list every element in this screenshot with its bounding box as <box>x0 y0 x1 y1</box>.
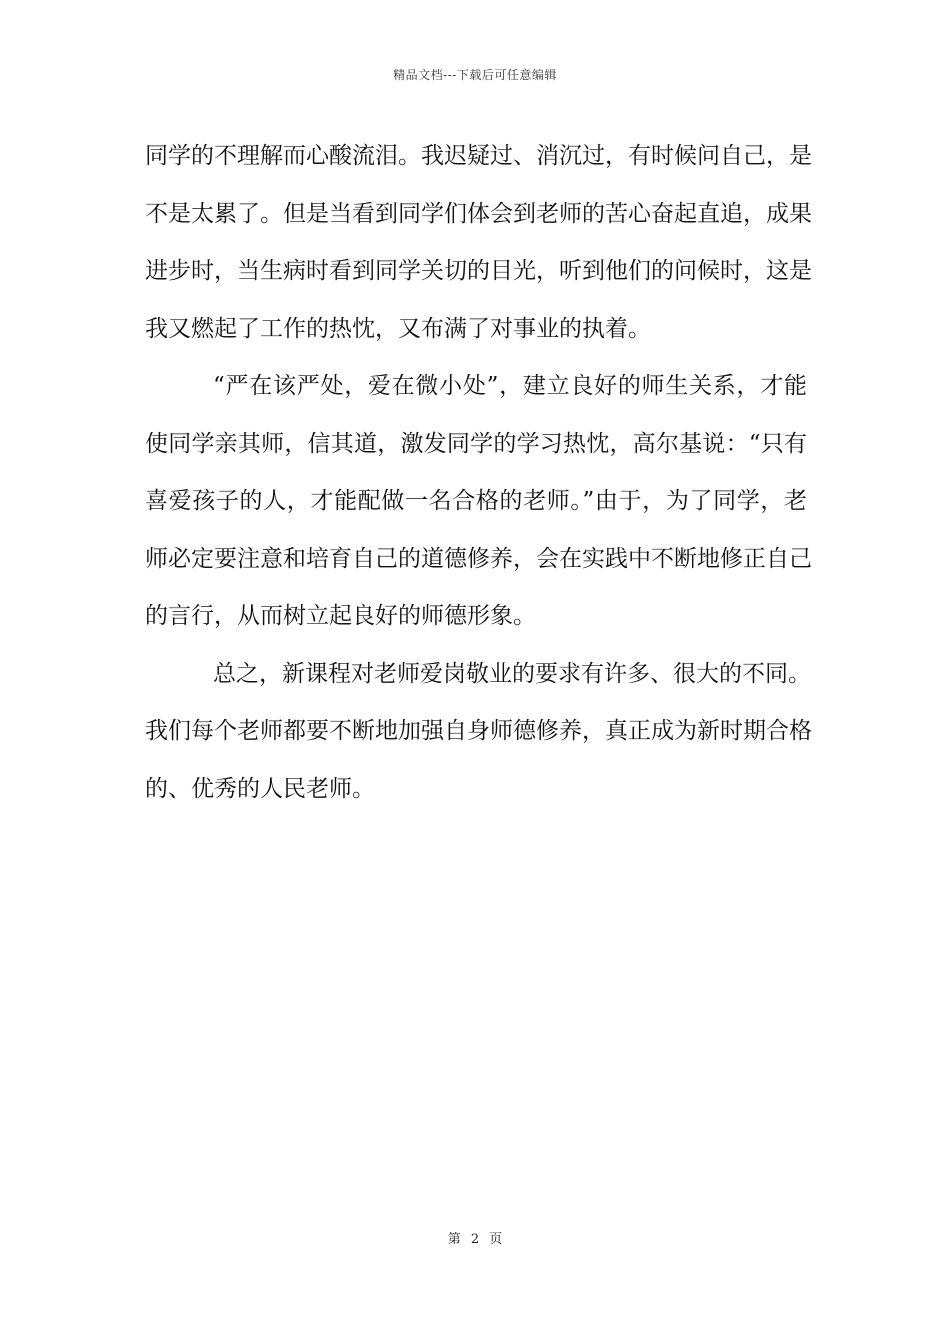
text-line: 的言行，从而树立起良好的师德形象。 <box>145 603 536 629</box>
text-line: 不是太累了。但是当看到同学们体会到老师的苦心奋起直追，成果 <box>145 200 812 227</box>
page-label-prefix: 第 <box>447 1232 461 1247</box>
text-line: 同学的不理解而心酸流泪。我迟疑过、消沉过，有时候问自己，是 <box>145 143 812 169</box>
paragraph-1 <box>145 128 812 358</box>
text-line: “严在该严处，爱在微小处”，建立良好的师生关系，才能 <box>213 373 807 399</box>
page-footer <box>0 1228 950 1247</box>
paragraph-3 <box>145 646 812 819</box>
text-line: 师必定要注意和培育自己的道德修养，会在实践中不断地修正自己 <box>145 545 812 572</box>
text-line: 喜爱孩子的人，才能配做一名合格的老师。”由于，为了同学，老 <box>145 488 807 514</box>
text-line: 进步时，当生病时看到同学关切的目光，听到他们的问候时，这是 <box>145 258 812 284</box>
page-label-suffix: 页 <box>489 1232 503 1247</box>
text-line: 我又燃起了工作的热忱，又布满了对事业的执着。 <box>145 315 651 342</box>
document-body <box>145 128 812 818</box>
text-line: 我们每个老师都要不断地加强自身师德修养，真正成为新时期合格 <box>145 718 812 744</box>
text-line: 使同学亲其师，信其道，激发同学的学习热忱，高尔基说：“只有 <box>145 430 807 457</box>
text-line: 总之，新课程对老师爱岗敬业的要求有许多、很大的不同。 <box>213 660 811 687</box>
text-line: 的、优秀的人民老师。 <box>145 775 375 802</box>
paragraph-2 <box>145 358 812 646</box>
page-header: 精品文档---下载后可任意编辑 <box>393 68 557 82</box>
page-number: 2 <box>470 1232 480 1247</box>
